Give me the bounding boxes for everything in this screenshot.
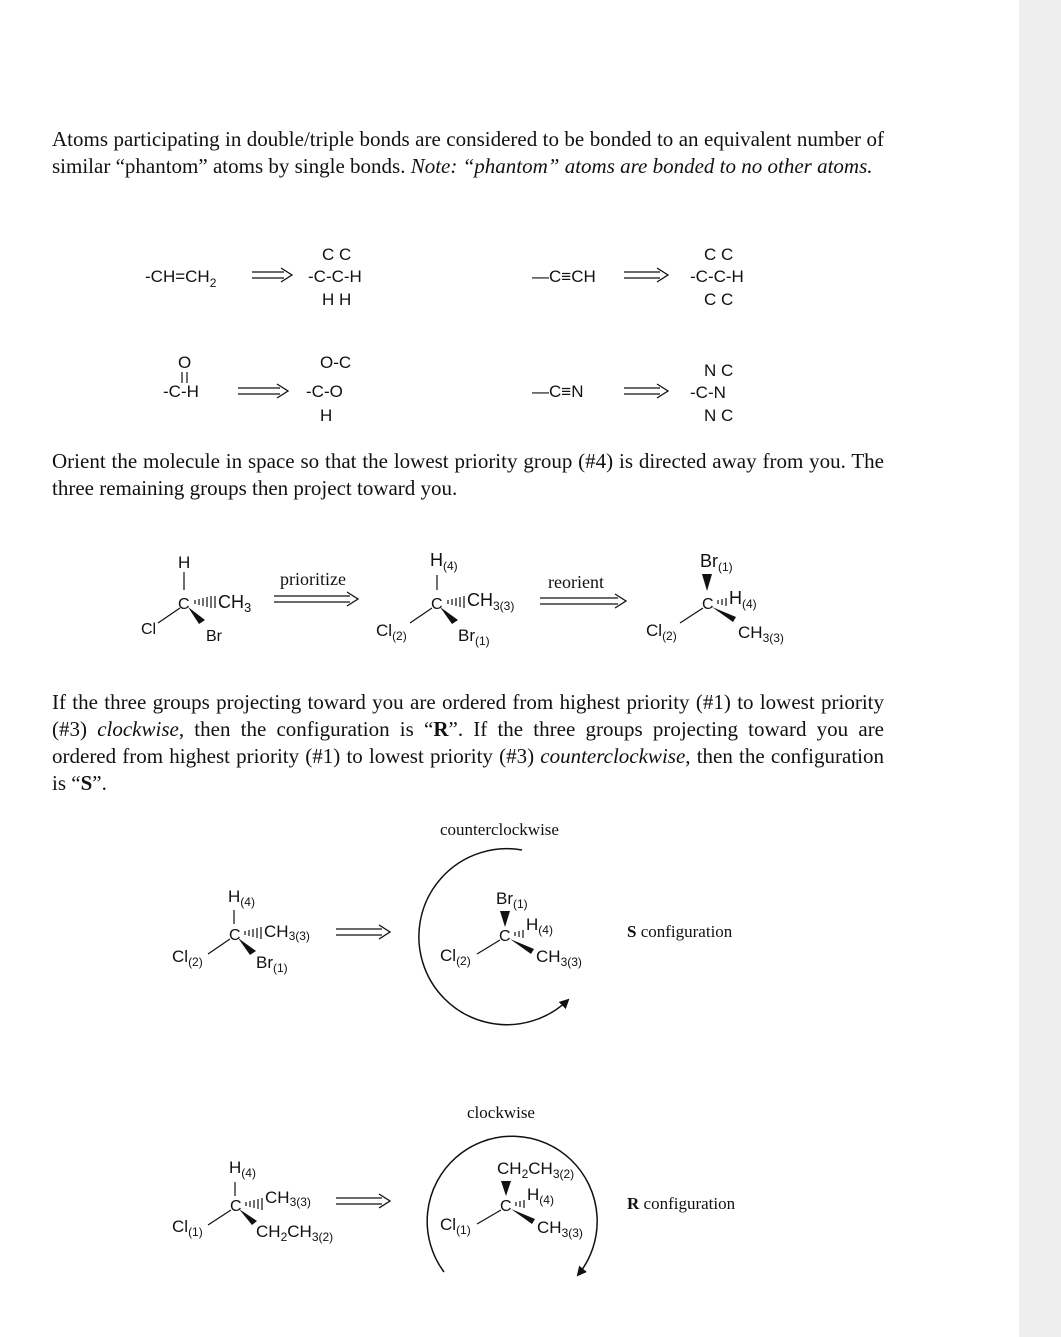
s-m1-cl: $Cl_{(2)}$ <box>172 947 203 969</box>
ethynyl-top: C C <box>704 245 734 264</box>
hashed-wedge <box>245 927 261 939</box>
s-example-molecule <box>172 887 310 975</box>
s-m1-h: $H_{(4)}$ <box>228 887 255 909</box>
s-m2-h: $H_{(4)}$ <box>526 915 553 937</box>
clockwise-arc <box>427 1136 597 1275</box>
phantom-ethynyl <box>532 245 744 309</box>
para3-s: S <box>80 771 93 795</box>
ethynyl-group: —C≡CH <box>532 267 596 286</box>
implies-arrow <box>624 384 668 398</box>
r-m2-ethyl: $CH_2CH_{3(2)}$ <box>497 1159 575 1181</box>
m3-c: C <box>702 596 714 613</box>
vinyl-mid: -C-C-H <box>308 267 362 286</box>
hashed-wedge <box>195 596 215 608</box>
ethynyl-mid: -C-C-H <box>690 267 744 286</box>
r-m1-cl: $Cl_{(1)}$ <box>172 1217 203 1239</box>
m2-cl: $Cl_{(2)}$ <box>376 621 407 643</box>
r-example-molecule <box>172 1158 333 1244</box>
s-m2-ch3: $CH_{3(3)}$ <box>536 947 582 969</box>
m3-cl: $Cl_{(2)}$ <box>646 621 677 643</box>
r-m2-cl: $Cl_{(1)}$ <box>440 1215 471 1237</box>
nitrile-top: N C <box>704 361 734 380</box>
r-m1-ethyl: $CH_2CH_{3(2)}$ <box>256 1222 334 1244</box>
aldehyde-bot: H <box>320 406 333 425</box>
phantom-vinyl <box>145 245 362 309</box>
nitrile-bot: N C <box>704 406 734 425</box>
para3-counterclockwise: counterclockwise <box>540 744 686 768</box>
para3-a: If the three groups projecting toward you are ordered from highest priority (#1) to lowest priority (#3) <box>52 690 884 741</box>
implies-arrow-r <box>336 1194 390 1208</box>
s-configuration-label: S configuration <box>627 922 733 941</box>
vinyl-top: C C <box>322 245 352 264</box>
hashed-wedge <box>246 1198 262 1210</box>
r-m2-ch3: $CH_{3(3)}$ <box>537 1218 583 1240</box>
s-m2-cl: $Cl_{(2)}$ <box>440 946 471 968</box>
vinyl-bot: H H <box>322 290 352 309</box>
example1-molecule-1 <box>141 553 251 645</box>
s-m2-c: C <box>499 928 511 945</box>
hashed-wedge <box>516 1200 524 1208</box>
s-example-reoriented <box>440 889 582 969</box>
para3-i: ”. <box>92 771 107 795</box>
nitrile-mid: -C-N <box>690 383 726 402</box>
vinyl-group: $-CH=CH_2$ <box>145 267 217 290</box>
s-m1-br: $Br_{(1)}$ <box>256 953 288 975</box>
clockwise-label: clockwise <box>467 1103 535 1122</box>
m1-cl: Cl <box>141 621 157 638</box>
para2-text: Orient the molecule in space so that the lowest priority group (#4) is directed away from you. The three remaining groups then project toward you. <box>52 449 884 500</box>
example1-molecule-3 <box>646 551 784 645</box>
hashed-wedge <box>515 930 523 938</box>
r-configuration-label: R configuration <box>627 1194 736 1213</box>
example1-molecule-2 <box>376 550 514 648</box>
aldehyde-o: O <box>178 353 192 372</box>
r-m1-h: $H_{(4)}$ <box>229 1158 256 1180</box>
para3-c: , then the configuration is “ <box>178 717 434 741</box>
para1-main: Atoms participating in double/triple bonds are considered to be bonded to an equivalent number of similar “phantom” atoms by single bonds. <box>52 127 884 178</box>
s-m2-br: $Br_{(1)}$ <box>496 889 528 911</box>
prioritize-label: prioritize <box>280 569 346 589</box>
r-example-reoriented <box>440 1159 583 1240</box>
m2-h: $H_{(4)}$ <box>430 550 458 573</box>
m3-br: $Br_{(1)}$ <box>700 551 733 574</box>
phantom-aldehyde <box>163 353 351 425</box>
m2-c: C <box>431 596 443 613</box>
r-m2-c: C <box>500 1198 512 1215</box>
m1-c: C <box>178 596 190 613</box>
para1-note: Note: “phantom” atoms are bonded to no other atoms. <box>410 154 873 178</box>
para3-clockwise: clockwise <box>97 717 179 741</box>
m1-ch3: $CH_3$ <box>218 592 252 615</box>
reorient-label: reorient <box>548 572 604 592</box>
r-m2-h: $H_{(4)}$ <box>527 1185 554 1207</box>
r-m1-ch3: CH3(3) <box>265 1188 311 1209</box>
arrow-prioritize <box>274 569 358 606</box>
para3-g: , then the configuration is “ <box>52 744 884 795</box>
phantom-nitrile <box>532 361 733 425</box>
para3-r: R <box>433 717 449 741</box>
aldehyde-group: -C-H <box>163 382 199 401</box>
ethynyl-bot: C C <box>704 290 734 309</box>
r-m1-c: C <box>230 1198 242 1215</box>
scrollbar-track[interactable] <box>1019 0 1061 1337</box>
nitrile-group: —C≡N <box>532 382 584 401</box>
counterclockwise-label: counterclockwise <box>440 820 559 839</box>
implies-arrow <box>238 384 288 398</box>
m2-ch3: $CH_{3(3)}$ <box>467 590 515 613</box>
implies-arrow-s <box>336 925 390 939</box>
m2-br: $Br_{(1)}$ <box>458 626 490 648</box>
implies-arrow <box>252 268 292 282</box>
s-m1-ch3: CH3(3) <box>264 922 310 943</box>
implies-arrow <box>624 268 668 282</box>
arrow-reorient <box>540 572 626 608</box>
aldehyde-mid: -C-O <box>306 382 343 401</box>
hashed-wedge <box>448 596 464 608</box>
m3-h: $H_{(4)}$ <box>729 588 757 611</box>
m3-ch3: $CH_{3(3)}$ <box>738 623 784 645</box>
m1-br: Br <box>206 628 222 645</box>
hashed-wedge <box>718 598 726 606</box>
m1-h: H <box>178 553 191 572</box>
aldehyde-top: O-C <box>320 353 352 372</box>
para3-e: ”. If the three groups projecting toward you are ordered from highest priority (#1) to lowest priority (#3) <box>52 717 885 768</box>
s-m1-c: C <box>229 927 241 944</box>
